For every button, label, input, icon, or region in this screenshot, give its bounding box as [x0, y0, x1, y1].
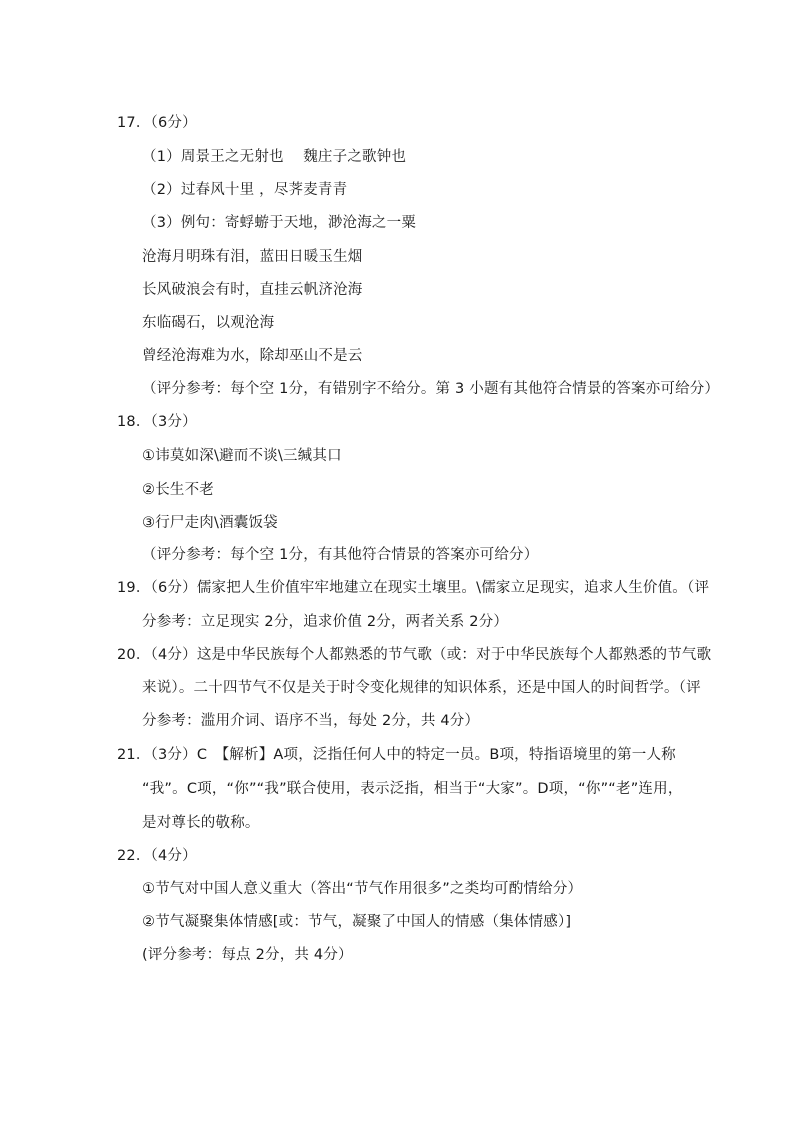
q18-answer-2: ②长生不老 — [142, 482, 214, 498]
q17-scoring-note: （评分参考：每个空 1分，有错别字不给分。第 3 小题有其他符合情景的答案亦可给分） — [142, 381, 720, 397]
q17-answer-3-alt-2: 长风破浪会有时，直挂云帆济沧海 — [142, 282, 363, 298]
q19-answer-line-2: 分参考：立足现实 2分，追求价值 2分，两者关系 2分） — [142, 614, 509, 630]
q18-answer-3: ③行尸走肉\酒囊饭袋 — [142, 515, 278, 531]
q22-heading: 22．（4分） — [117, 848, 197, 864]
q18-scoring-note: （评分参考：每个空 1分，有其他符合情景的答案亦可给分） — [142, 547, 539, 563]
q22-answer-1: ①节气对中国人意义重大（答出“节气作用很多”之类均可酌情给分） — [142, 881, 583, 897]
q20-answer-line-1: 20．（4分）这是中华民族每个人都熟悉的节气歌（或：对于中华民族每个人都熟悉的节气歌 — [117, 647, 712, 663]
q20-answer-line-3: 分参考：滥用介词、语序不当，每处 2分，共 4分） — [142, 713, 480, 729]
q17-answer-3-alt-3: 东临碣石，以观沧海 — [142, 315, 275, 331]
q21-answer-line-3: 是对尊长的敬称。 — [142, 815, 260, 831]
q21-answer-line-1: 21．（3分）C 【解析】A项，泛指任何人中的特定一员。B项，特指语境里的第一人称 — [117, 747, 676, 763]
q18-answer-1: ①讳莫如深\避而不谈\三缄其口 — [142, 448, 342, 464]
q17-answer-2: （2）过春风十里 ，尽荠麦青青 — [142, 182, 348, 198]
q17-heading: 17．（6分） — [117, 115, 197, 131]
q17-answer-3-alt-1: 沧海月明珠有泪，蓝田日暖玉生烟 — [142, 249, 363, 265]
q19-answer-line-1: 19．（6分）儒家把人生价值牢牢地建立在现实土壤里。\儒家立足现实，追求人生价值。（评 — [117, 580, 710, 596]
q17-answer-3-alt-4: 曾经沧海难为水，除却巫山不是云 — [142, 348, 363, 364]
q17-answer-1: （1）周景王之无射也 魏庄子之歌钟也 — [142, 149, 407, 165]
q17-answer-3: （3）例句：寄蜉蝣于天地，渺沧海之一粟 — [142, 215, 417, 231]
q22-scoring-note: (评分参考：每点 2分，共 4分） — [142, 947, 353, 963]
q20-answer-line-2: 来说）。二十四节气不仅是关于时令变化规律的知识体系，还是中国人的时间哲学。（评 — [142, 680, 701, 696]
q22-answer-2: ②节气凝聚集体情感[或：节气，凝聚了中国人的情感（集体情感）] — [142, 914, 572, 930]
q18-heading: 18．（3分） — [117, 414, 197, 430]
q21-answer-line-2: “我”。C项，“你”“我”联合使用，表示泛指，相当于“大家”。D项，“你”“老”连用， — [142, 781, 683, 797]
